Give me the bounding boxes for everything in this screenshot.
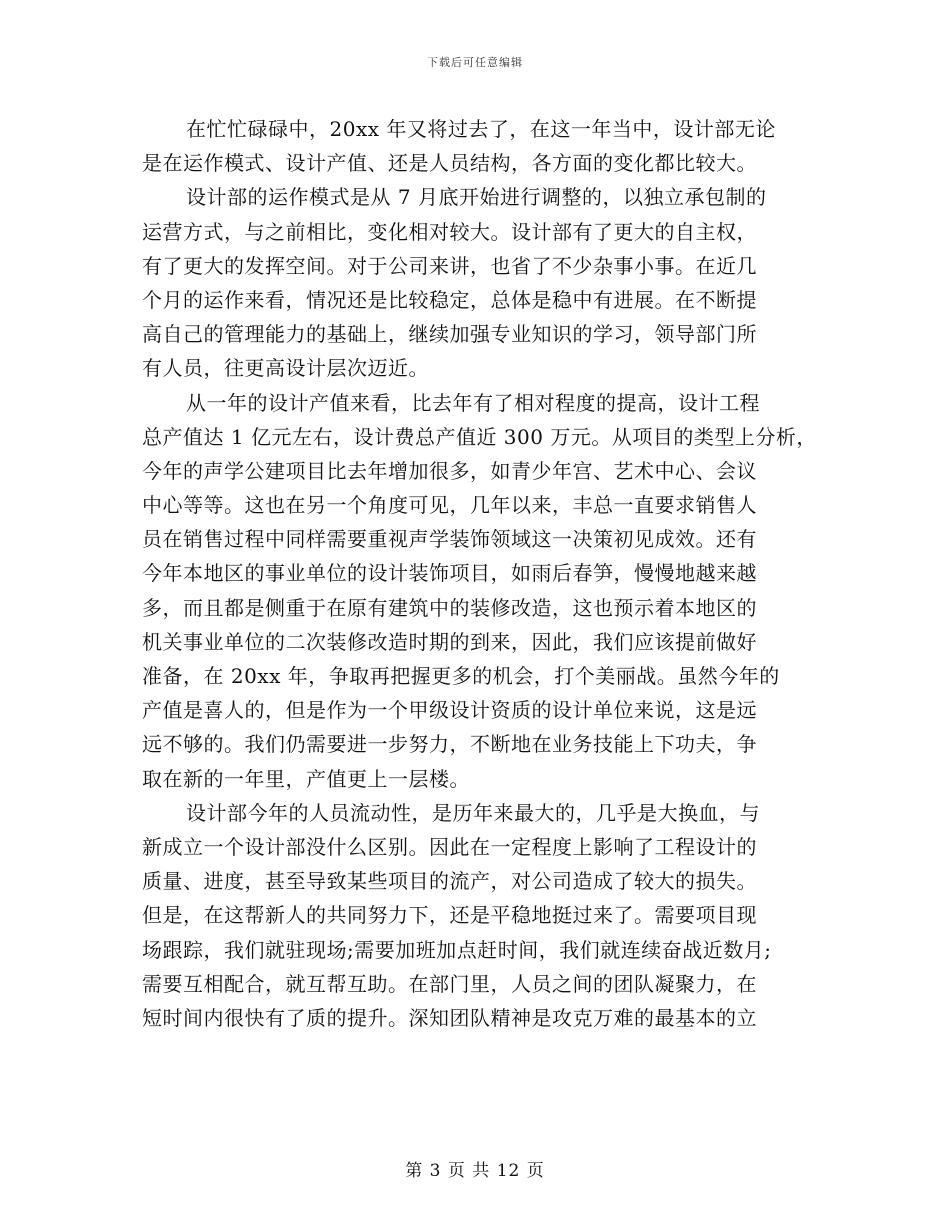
text-line: 准备，在 20xx 年，争取再把握更多的机会，打个美丽战。虽然今年的	[142, 664, 780, 688]
text-line: 总产值达 1 亿元左右，设计费总产值近 300 万元。从项目的类型上分析，	[142, 424, 817, 449]
footer-label-total: 共	[472, 1161, 491, 1181]
text-line: 新成立一个设计部没什么区别。因此在一定程度上影响了工程设计的	[142, 834, 757, 859]
text-line: 但是，在这帮新人的共同努力下，还是平稳地挺过来了。需要项目现	[142, 903, 757, 928]
current-page-number: 3	[429, 1161, 442, 1181]
text-line: 场跟踪，我们就驻现场;需要加班加点赶时间，我们就连续奋战近数月;	[142, 937, 772, 962]
text-line: 在忙忙碌碌中，20xx 年又将过去了，在这一年当中，设计部无论	[186, 117, 776, 141]
text-line: 从一年的设计产值来看，比去年有了相对程度的提高，设计工程	[186, 390, 760, 415]
text-line: 设计部今年的人员流动性，是历年来最大的，几乎是大换血，与	[186, 800, 760, 825]
text-line: 中心等等。这也在另一个角度可见，几年以来，丰总一直要求销售人	[142, 493, 757, 518]
text-line: 个月的运作来看，情况还是比较稳定，总体是稳中有进展。在不断提	[142, 287, 757, 312]
footer-label-page: 第	[405, 1161, 424, 1181]
text-line: 高自己的管理能力的基础上，继续加强专业知识的学习，领导部门所	[142, 322, 757, 347]
text-line: 有人员，往更高设计层次迈近。	[142, 356, 429, 381]
text-line: 有了更大的发挥空间。对于公司来讲，也省了不少杂事小事。在近几	[142, 253, 757, 278]
text-line: 今年本地区的事业单位的设计装饰项目，如雨后春笋，慢慢地越来越	[142, 561, 757, 586]
text-line: 取在新的一年里，产值更上一层楼。	[142, 766, 470, 791]
text-line: 短时间内很快有了质的提升。深知团队精神是攻克万难的最基本的立	[142, 1005, 757, 1030]
text-line: 远不够的。我们仍需要进一步努力，不断地在业务技能上下功夫，争	[142, 732, 757, 757]
text-line: 员在销售过程中同样需要重视声学装饰领域这一决策初见成效。还有	[142, 527, 757, 552]
footer-label-unit: 页	[447, 1161, 466, 1181]
text-line: 运营方式，与之前相比，变化相对较大。设计部有了更大的自主权，	[142, 219, 757, 244]
text-line: 设计部的运作模式是从 7 月底开始进行调整的，以独立承包制的	[186, 185, 767, 210]
text-line: 机关事业单位的二次装修改造时期的到来，因此，我们应该提前做好	[142, 629, 757, 654]
text-line: 需要互相配合，就互帮互助。在部门里，人员之间的团队凝聚力，在	[142, 971, 757, 996]
text-line: 是在运作模式、设计产值、还是人员结构，各方面的变化都比较大。	[142, 151, 757, 176]
footer-label-unit-end: 页	[526, 1161, 545, 1181]
text-line: 多，而且都是侧重于在原有建筑中的装修改造，这也预示着本地区的	[142, 595, 757, 620]
text-line: 今年的声学公建项目比去年增加很多，如青少年宫、艺术中心、会议	[142, 458, 757, 483]
document-body	[142, 112, 822, 1035]
page-header: 下载后可任意编辑	[427, 56, 523, 69]
total-pages-number: 12	[496, 1161, 521, 1181]
text-line: 产值是喜人的，但是作为一个甲级设计资质的设计单位来说，这是远	[142, 698, 757, 723]
text-line: 质量、进度，甚至导致某些项目的流产，对公司造成了较大的损失。	[142, 869, 757, 894]
page-footer	[0, 1156, 950, 1181]
